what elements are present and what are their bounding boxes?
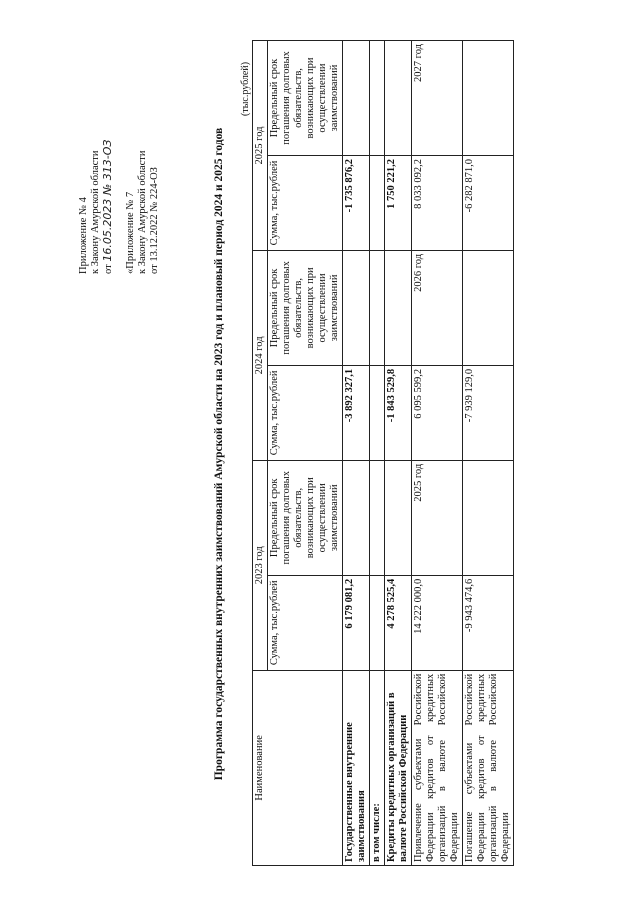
document-title: Программа государственных внутренних заимствований Амурской области на 2023 год и плановый период 2024 и 2025 годов — [213, 127, 225, 781]
header-term-2023: Предельный срок погашения долговых обязательств, возникающих при осуществлении заимствований — [268, 460, 343, 575]
sum-2023: 6 179 081,2 — [343, 575, 370, 670]
term-2025 — [385, 41, 412, 156]
sum-2025: -6 282 871,0 — [463, 155, 514, 250]
row-name: Привлечение субъектами Российской Федерации кредитов от кредитных организаций в валюте Российской Федерации — [412, 670, 463, 865]
term-2024: 2026 год — [412, 250, 463, 365]
header-year-2023: 2023 год — [253, 460, 268, 670]
appendix-date-prefix: от — [103, 264, 114, 274]
term-2023 — [370, 460, 385, 575]
sum-2023 — [370, 575, 385, 670]
appendix-number: Приложение № 4 — [78, 197, 89, 274]
borrowings-table — [252, 40, 514, 866]
term-2025 — [343, 41, 370, 156]
header-term-2024: Предельный срок погашения долговых обязательств, возникающих при осуществлении заимствований — [268, 250, 343, 365]
sum-2025 — [370, 155, 385, 250]
term-2025 — [370, 41, 385, 156]
header-year-2024: 2024 год — [253, 250, 268, 460]
term-2025: 2027 год — [412, 41, 463, 156]
appendix-header — [78, 140, 161, 274]
sum-2024: -3 892 327,1 — [343, 365, 370, 460]
row-name: Кредиты кредитных организаций в валюте Российской Федерации — [385, 670, 412, 865]
term-2023 — [385, 460, 412, 575]
header-sum-2025: Сумма, тыс.рублей — [268, 155, 343, 250]
header-name: Наименование — [253, 670, 343, 865]
sum-2024: -1 843 529,8 — [385, 365, 412, 460]
appendix-date-line — [102, 140, 115, 274]
sum-2023: 14 222 000,0 — [412, 575, 463, 670]
term-2024 — [343, 250, 370, 365]
row-name: Погашение субъектами Российской Федерации кредитов от кредитных организаций в валюте Российской Федерации — [463, 670, 514, 865]
sum-2023: 4 278 525,4 — [385, 575, 412, 670]
term-2025 — [463, 41, 514, 156]
term-2024 — [463, 250, 514, 365]
sum-2024: -7 939 129,0 — [463, 365, 514, 460]
row-name: в том числе: — [370, 670, 385, 865]
table-row-attraction — [412, 41, 463, 866]
appendix-law-ref: к Закону Амурской области — [90, 150, 101, 274]
term-2023: 2025 год — [412, 460, 463, 575]
header-year-2025: 2025 год — [253, 41, 268, 251]
table-row-including — [370, 41, 385, 866]
header-sum-2023: Сумма, тыс.рублей — [268, 575, 343, 670]
sum-2023: -9 943 474,6 — [463, 575, 514, 670]
prior-appendix-date: от 13.12.2022 № 224-ОЗ — [149, 167, 160, 274]
term-2024 — [370, 250, 385, 365]
sum-2025: -1 735 876,2 — [343, 155, 370, 250]
row-name: Государственные внутренние заимствования — [343, 670, 370, 865]
sum-2025: 8 033 092,2 — [412, 155, 463, 250]
term-2024 — [385, 250, 412, 365]
handwritten-date-number: 16.05.2023 № 313-ОЗ — [101, 139, 114, 262]
term-2023 — [343, 460, 370, 575]
header-term-2025: Предельный срок погашения долговых обязательств, возникающих при осуществлении заимствований — [268, 41, 343, 156]
prior-appendix-law-ref: к Закону Амурской области — [137, 150, 148, 274]
sum-2024 — [370, 365, 385, 460]
sum-2024: 6 095 599,2 — [412, 365, 463, 460]
term-2023 — [463, 460, 514, 575]
sum-2025: 1 750 221,2 — [385, 155, 412, 250]
table-row-total — [343, 41, 370, 866]
table-row-repayment — [463, 41, 514, 866]
header-sum-2024: Сумма, тыс.рублей — [268, 365, 343, 460]
unit-label: (тыс.рублей) — [240, 61, 251, 116]
table-header-row-years — [253, 41, 268, 866]
table-row-bank-credits — [385, 41, 412, 866]
prior-appendix-number: «Приложение № 7 — [125, 191, 136, 274]
